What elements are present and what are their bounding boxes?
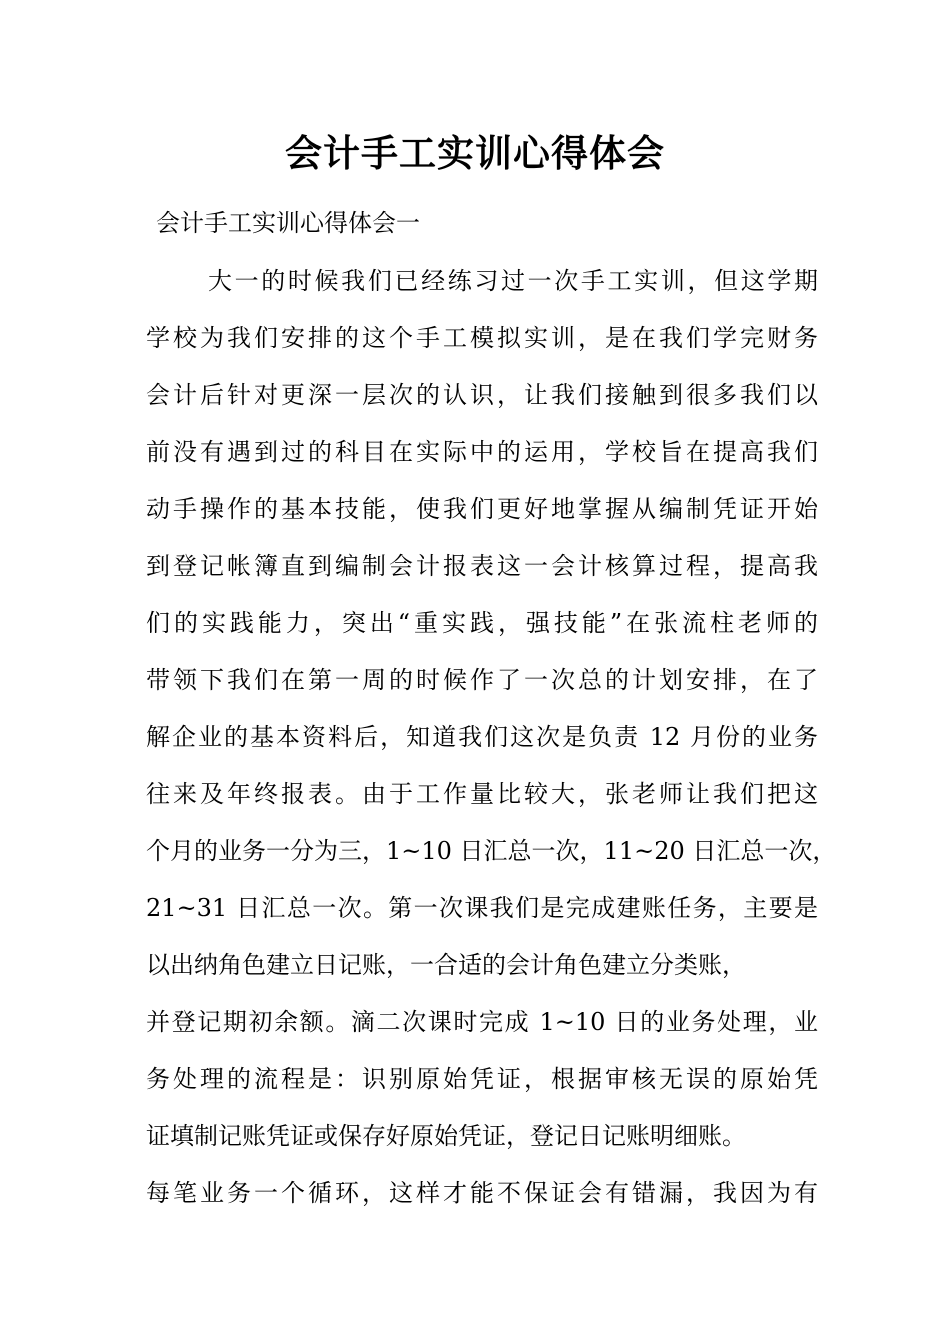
- paragraph-line: 21~31 日汇总一次。第一次课我们是完成建账任务，主要是: [146, 894, 818, 922]
- paragraph-line: 务处理的流程是：识别原始凭证，根据审核无误的原始凭: [146, 1065, 818, 1093]
- paragraph-line: 学校为我们安排的这个手工模拟实训，是在我们学完财务: [146, 324, 818, 352]
- paragraph-line: 们的实践能力，突出“重实践，强技能”在张流柱老师的: [146, 609, 818, 637]
- paragraph-line: 证填制记账凭证或保存好原始凭证，登记日记账明细账。: [146, 1122, 746, 1150]
- paragraph-line: 往来及年终报表。由于工作量比较大，张老师让我们把这: [146, 780, 818, 808]
- paragraph-line: 会计后针对更深一层次的认识，让我们接触到很多我们以: [146, 381, 818, 409]
- paragraph-line: 到登记帐簿直到编制会计报表这一会计核算过程，提高我: [146, 552, 818, 580]
- paragraph-line: 每笔业务一个循环，这样才能不保证会有错漏，我因为有: [146, 1179, 818, 1207]
- paragraph-line: 个月的业务一分为三，1~10 日汇总一次，11~20 日汇总一次，: [146, 837, 837, 865]
- page-title: 会计手工实训心得体会: [285, 132, 665, 175]
- paragraph-line: 以出纳角色建立日记账，一合适的会计角色建立分类账，: [146, 951, 746, 979]
- section-subtitle: 会计手工实训心得体会一: [156, 209, 420, 237]
- paragraph-line: 解企业的基本资料后，知道我们这次是负责 12 月份的业务: [146, 723, 818, 751]
- paragraph-line: 并登记期初余额。滴二次课时完成 1~10 日的业务处理，业: [146, 1008, 818, 1036]
- paragraph-line: 前没有遇到过的科目在实际中的运用，学校旨在提高我们: [146, 438, 818, 466]
- paragraph-line: 带领下我们在第一周的时候作了一次总的计划安排，在了: [146, 666, 818, 694]
- paragraph-line: 动手操作的基本技能，使我们更好地掌握从编制凭证开始: [146, 495, 818, 523]
- paragraph-line: 大一的时候我们已经练习过一次手工实训，但这学期: [208, 267, 818, 295]
